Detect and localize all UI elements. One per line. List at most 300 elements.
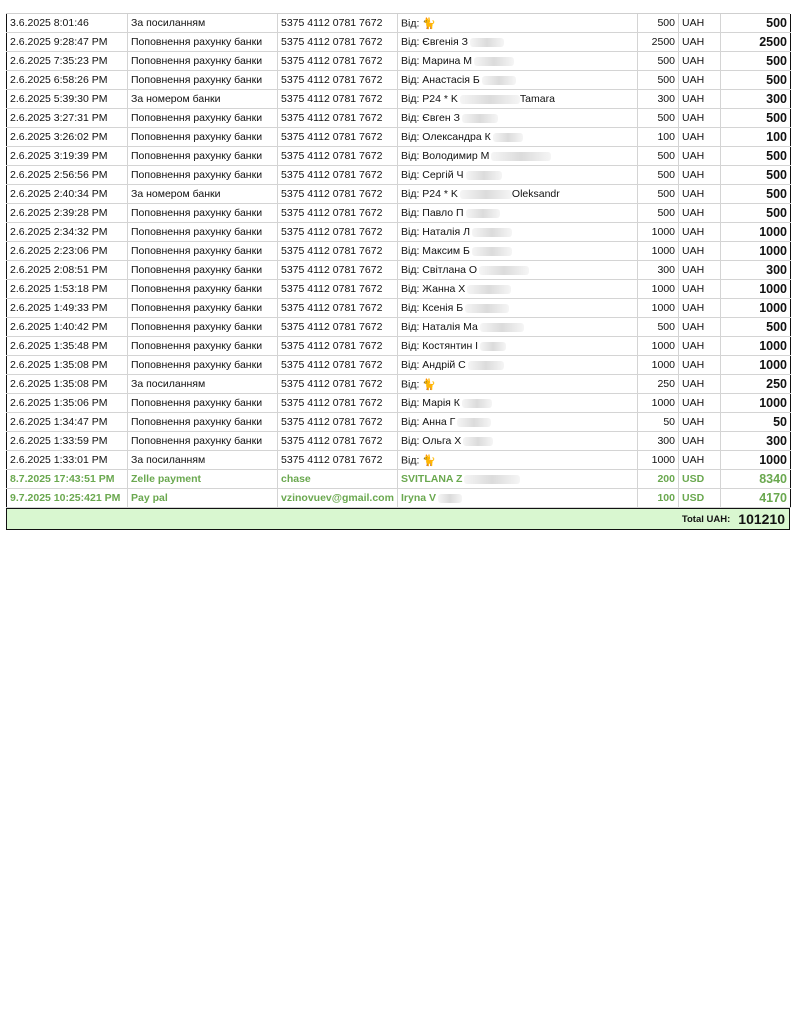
card-cell [278,147,398,166]
uah-amount-cell-text: 500 [766,111,787,125]
table-row [7,185,791,204]
uah-amount-cell [721,52,791,71]
sender-cell [398,318,638,337]
total-value: 101210 [738,511,785,527]
sender-cell-text: SVITLANA Z [401,473,463,485]
date-cell [7,337,128,356]
type-cell-text: За посиланням [131,454,206,466]
card-cell [278,299,398,318]
currency-cell [679,185,721,204]
currency-cell-text: UAH [682,321,705,333]
amount-cell-text: 500 [657,188,675,200]
date-cell-text: 2.6.2025 6:58:26 PM [10,74,108,86]
amount-cell-text: 50 [663,416,675,428]
date-cell [7,489,128,508]
date-cell-text: 2.6.2025 1:35:08 PM [10,378,108,390]
card-cell-text: 5375 4112 0781 7672 [281,245,383,257]
sender-cell [398,185,638,204]
currency-cell [679,432,721,451]
sender-cell [398,166,638,185]
date-cell-text: 2.6.2025 1:49:33 PM [10,302,108,314]
sender-cell [398,280,638,299]
amount-cell [638,128,679,147]
sender-cell [398,128,638,147]
type-cell-text: Pay pal [131,492,168,504]
uah-amount-cell [721,356,791,375]
type-cell [128,185,278,204]
date-cell [7,185,128,204]
card-cell-text: 5375 4112 0781 7672 [281,359,383,371]
amount-cell-text: 1000 [651,397,675,409]
sender-cell [398,375,638,394]
sender-cell [398,451,638,470]
type-cell [128,261,278,280]
uah-amount-cell [721,14,791,33]
currency-cell [679,223,721,242]
card-cell-text: 5375 4112 0781 7672 [281,416,383,428]
sender-cell-text: Від: Марія К [401,397,460,409]
uah-amount-cell-text: 1000 [759,244,787,258]
card-cell [278,223,398,242]
amount-cell-text: 500 [657,321,675,333]
date-cell [7,242,128,261]
type-cell [128,204,278,223]
currency-cell [679,128,721,147]
type-cell [128,356,278,375]
uah-amount-cell-text: 1000 [759,358,787,372]
currency-cell-text: UAH [682,36,705,48]
table-row [7,223,791,242]
transactions-sheet [6,13,790,530]
table-row [7,337,791,356]
type-cell [128,242,278,261]
amount-cell [638,261,679,280]
sender-cell-text: Від: [401,377,420,390]
currency-cell [679,242,721,261]
sender-cell [398,14,638,33]
amount-cell-text: 500 [657,74,675,86]
amount-cell-text: 300 [657,93,675,105]
card-cell-text: 5375 4112 0781 7672 [281,112,383,124]
date-cell-text: 2.6.2025 1:53:18 PM [10,283,108,295]
sender-cell-text: Від: Марина М [401,55,473,67]
currency-cell-text: UAH [682,359,705,371]
uah-amount-cell [721,432,791,451]
date-cell [7,90,128,109]
currency-cell-text: UAH [682,207,705,219]
currency-cell-text: UAH [682,245,705,257]
table-row [7,128,791,147]
sender-cell-text: Від: Павло П [401,207,464,219]
uah-amount-cell-text: 500 [766,187,787,201]
date-cell-text: 2.6.2025 3:26:02 PM [10,131,108,143]
card-cell-text: 5375 4112 0781 7672 [281,283,383,295]
redacted-name [480,342,506,351]
date-cell-text: 3.6.2025 8:01:46 [10,17,89,29]
currency-cell [679,90,721,109]
table-row [7,166,791,185]
amount-cell [638,451,679,470]
date-cell-text: 2.6.2025 2:39:28 PM [10,207,108,219]
currency-cell-text: UAH [682,302,705,314]
sender-cell [398,299,638,318]
uah-amount-cell [721,147,791,166]
card-cell [278,166,398,185]
sender-cell-text: Від: Максим Б [401,245,470,257]
uah-amount-cell-text: 1000 [759,453,787,467]
amount-cell-text: 500 [657,169,675,181]
table-row [7,470,791,489]
cat-icon: 🐈 [422,454,437,467]
currency-cell-text: UAH [682,264,705,276]
amount-cell-text: 2500 [651,36,675,48]
currency-cell-text: UAH [682,283,705,295]
type-cell-text: Zelle payment [131,473,202,485]
card-cell [278,204,398,223]
currency-cell [679,470,721,489]
redacted-name [474,57,514,66]
amount-cell-text: 300 [657,264,675,276]
date-cell-text: 2.6.2025 1:40:42 PM [10,321,108,333]
sender-cell-text: Від: P24 * K [401,93,458,105]
card-cell [278,432,398,451]
uah-amount-cell [721,394,791,413]
table-row [7,394,791,413]
card-cell [278,451,398,470]
currency-cell [679,71,721,90]
type-cell [128,318,278,337]
currency-cell-text: UAH [682,454,705,466]
card-cell-text: 5375 4112 0781 7672 [281,74,383,86]
card-cell-text: 5375 4112 0781 7672 [281,435,383,447]
currency-cell [679,375,721,394]
amount-cell-text: 500 [657,207,675,219]
date-cell [7,299,128,318]
uah-amount-cell-text: 2500 [759,35,787,49]
amount-cell-text: 1000 [651,226,675,238]
type-cell [128,14,278,33]
amount-cell [638,413,679,432]
amount-cell [638,90,679,109]
currency-cell [679,413,721,432]
date-cell [7,71,128,90]
currency-cell-text: UAH [682,188,705,200]
card-cell [278,375,398,394]
card-cell-text: 5375 4112 0781 7672 [281,302,383,314]
currency-cell [679,394,721,413]
transactions-body [7,14,791,508]
amount-cell [638,109,679,128]
type-cell [128,451,278,470]
uah-amount-cell [721,318,791,337]
table-row [7,33,791,52]
uah-amount-cell [721,109,791,128]
sender-cell-text: Від: Сергій Ч [401,169,464,181]
type-cell [128,128,278,147]
sender-cell-text: Від: P24 * K [401,188,458,200]
sender-cell-text: Від: Наталія Л [401,226,470,238]
table-row [7,147,791,166]
type-cell-text: Поповнення рахунку банки [131,169,263,181]
date-cell-text: 2.6.2025 2:34:32 PM [10,226,108,238]
sender-cell-text: Від: Ольга Х [401,435,462,447]
type-cell-text: Поповнення рахунку банки [131,302,263,314]
table-row [7,14,791,33]
redacted-name [463,437,493,446]
amount-cell-text: 100 [657,131,675,143]
currency-cell-text: UAH [682,17,705,29]
sender-cell [398,223,638,242]
amount-cell-text: 500 [657,17,675,29]
date-cell-text: 2.6.2025 9:28:47 PM [10,36,108,48]
sender-cell [398,394,638,413]
uah-amount-cell-text: 500 [766,16,787,30]
uah-amount-cell-text: 500 [766,206,787,220]
currency-cell-text: UAH [682,112,705,124]
sender-suffix: Oleksandr [511,188,560,200]
currency-cell [679,204,721,223]
date-cell [7,413,128,432]
date-cell-text: 2.6.2025 3:19:39 PM [10,150,108,162]
transactions-table [6,14,791,508]
type-cell-text: Поповнення рахунку банки [131,264,263,276]
type-cell [128,489,278,508]
card-cell-text: 5375 4112 0781 7672 [281,226,383,238]
card-cell [278,356,398,375]
sender-cell [398,261,638,280]
currency-cell [679,147,721,166]
type-cell [128,375,278,394]
card-cell-text: 5375 4112 0781 7672 [281,264,383,276]
card-cell [278,52,398,71]
uah-amount-cell-text: 100 [766,130,787,144]
date-cell-text: 2.6.2025 1:34:47 PM [10,416,108,428]
date-cell-text: 2.6.2025 5:39:30 PM [10,93,108,105]
type-cell-text: Поповнення рахунку банки [131,416,263,428]
redacted-name [472,228,512,237]
currency-cell [679,489,721,508]
type-cell-text: Поповнення рахунку банки [131,55,263,67]
cat-icon: 🐈 [422,17,437,30]
table-row [7,375,791,394]
currency-cell-text: UAH [682,397,705,409]
uah-amount-cell-text: 1000 [759,339,787,353]
type-cell [128,109,278,128]
uah-amount-cell-text: 500 [766,149,787,163]
uah-amount-cell [721,223,791,242]
table-row [7,261,791,280]
table-row [7,451,791,470]
date-cell [7,166,128,185]
card-cell-text: 5375 4112 0781 7672 [281,454,383,466]
currency-cell [679,33,721,52]
sender-cell-text: Від: Жанна Х [401,283,466,295]
table-row [7,242,791,261]
uah-amount-cell [721,204,791,223]
currency-cell-text: UAH [682,55,705,67]
card-cell-text: 5375 4112 0781 7672 [281,207,383,219]
type-cell-text: Поповнення рахунку банки [131,112,263,124]
card-cell-text: 5375 4112 0781 7672 [281,36,383,48]
amount-cell [638,33,679,52]
type-cell [128,299,278,318]
table-row [7,52,791,71]
sender-cell [398,242,638,261]
uah-amount-cell-text: 500 [766,54,787,68]
date-cell [7,128,128,147]
sender-cell [398,489,638,508]
uah-amount-cell-text: 300 [766,92,787,106]
card-cell-text: 5375 4112 0781 7672 [281,397,383,409]
uah-amount-cell-text: 1000 [759,396,787,410]
redacted-name [466,171,502,180]
redacted-name [482,76,516,85]
uah-amount-cell [721,71,791,90]
uah-amount-cell-text: 8340 [759,472,787,486]
redacted-name [462,114,498,123]
table-row [7,204,791,223]
sender-cell-text: Від: Володимир М [401,150,490,162]
sender-cell-text: Від: Анастасія Б [401,74,480,86]
currency-cell-text: UAH [682,169,705,181]
table-row [7,109,791,128]
currency-cell [679,109,721,128]
card-cell [278,337,398,356]
uah-amount-cell-text: 300 [766,263,787,277]
sender-cell [398,52,638,71]
total-label: Total UAH: [681,513,731,525]
amount-cell-text: 300 [657,435,675,447]
date-cell-text: 2.6.2025 2:56:56 PM [10,169,108,181]
currency-cell [679,52,721,71]
card-cell-text: vzinovuev@gmail.com [281,492,394,504]
date-cell-text: 2.6.2025 2:23:06 PM [10,245,108,257]
uah-amount-cell [721,242,791,261]
date-cell [7,261,128,280]
card-cell-text: 5375 4112 0781 7672 [281,188,383,200]
redacted-name [480,323,524,332]
date-cell [7,318,128,337]
type-cell-text: Поповнення рахунку банки [131,397,263,409]
date-cell-text: 9.7.2025 10:25:421 PM [10,492,121,504]
redacted-name [470,38,504,47]
sender-cell [398,413,638,432]
date-cell-text: 2.6.2025 1:33:59 PM [10,435,108,447]
date-cell-text: 8.7.2025 17:43:51 PM [10,473,115,485]
date-cell-text: 2.6.2025 1:35:06 PM [10,397,108,409]
date-cell [7,109,128,128]
amount-cell-text: 1000 [651,454,675,466]
type-cell-text: Поповнення рахунку банки [131,340,263,352]
type-cell-text: Поповнення рахунку банки [131,36,263,48]
table-row [7,318,791,337]
type-cell [128,33,278,52]
card-cell [278,280,398,299]
sender-cell-text: Від: Ксенія Б [401,302,464,314]
redacted-name [467,285,511,294]
sender-cell [398,470,638,489]
currency-cell-text: UAH [682,74,705,86]
amount-cell [638,71,679,90]
card-cell [278,242,398,261]
date-cell [7,432,128,451]
uah-amount-cell [721,280,791,299]
uah-amount-cell [721,470,791,489]
uah-amount-cell-text: 500 [766,320,787,334]
sender-cell [398,356,638,375]
amount-cell [638,147,679,166]
currency-cell-text: UAH [682,378,705,390]
currency-cell [679,166,721,185]
date-cell [7,375,128,394]
sender-cell-text: Від: [401,453,420,466]
type-cell-text: Поповнення рахунку банки [131,435,263,447]
redacted-name [438,494,462,503]
table-row [7,90,791,109]
uah-amount-cell [721,166,791,185]
sender-cell [398,147,638,166]
amount-cell [638,280,679,299]
uah-amount-cell-text: 250 [766,377,787,391]
sender-cell [398,432,638,451]
redacted-name [464,475,520,484]
amount-cell-text: 100 [657,492,675,504]
redacted-name [462,399,492,408]
uah-amount-cell [721,489,791,508]
uah-amount-cell-text: 500 [766,168,787,182]
cat-icon: 🐈 [422,378,437,391]
amount-cell-text: 1000 [651,340,675,352]
card-cell-text: 5375 4112 0781 7672 [281,150,383,162]
date-cell-text: 2.6.2025 2:08:51 PM [10,264,108,276]
amount-cell-text: 1000 [651,359,675,371]
uah-amount-cell-text: 4170 [759,491,787,505]
currency-cell [679,356,721,375]
card-cell [278,109,398,128]
amount-cell [638,14,679,33]
type-cell-text: Поповнення рахунку банки [131,283,263,295]
redacted-name [465,304,509,313]
type-cell [128,52,278,71]
currency-cell [679,261,721,280]
amount-cell [638,337,679,356]
date-cell [7,52,128,71]
uah-amount-cell [721,451,791,470]
card-cell-text: 5375 4112 0781 7672 [281,93,383,105]
currency-cell-text: UAH [682,226,705,238]
type-cell [128,432,278,451]
amount-cell [638,204,679,223]
currency-cell [679,14,721,33]
type-cell-text: Поповнення рахунку банки [131,359,263,371]
uah-amount-cell-text: 300 [766,434,787,448]
currency-cell-text: UAH [682,435,705,447]
amount-cell [638,375,679,394]
card-cell-text: 5375 4112 0781 7672 [281,131,383,143]
uah-amount-cell [721,185,791,204]
currency-cell-text: UAH [682,131,705,143]
date-cell [7,394,128,413]
uah-amount-cell [721,413,791,432]
currency-cell [679,280,721,299]
date-cell [7,470,128,489]
table-row [7,280,791,299]
type-cell [128,280,278,299]
currency-cell-text: UAH [682,416,705,428]
type-cell [128,394,278,413]
card-cell-text: 5375 4112 0781 7672 [281,321,383,333]
sender-cell-text: Від: Анна Г [401,416,456,428]
